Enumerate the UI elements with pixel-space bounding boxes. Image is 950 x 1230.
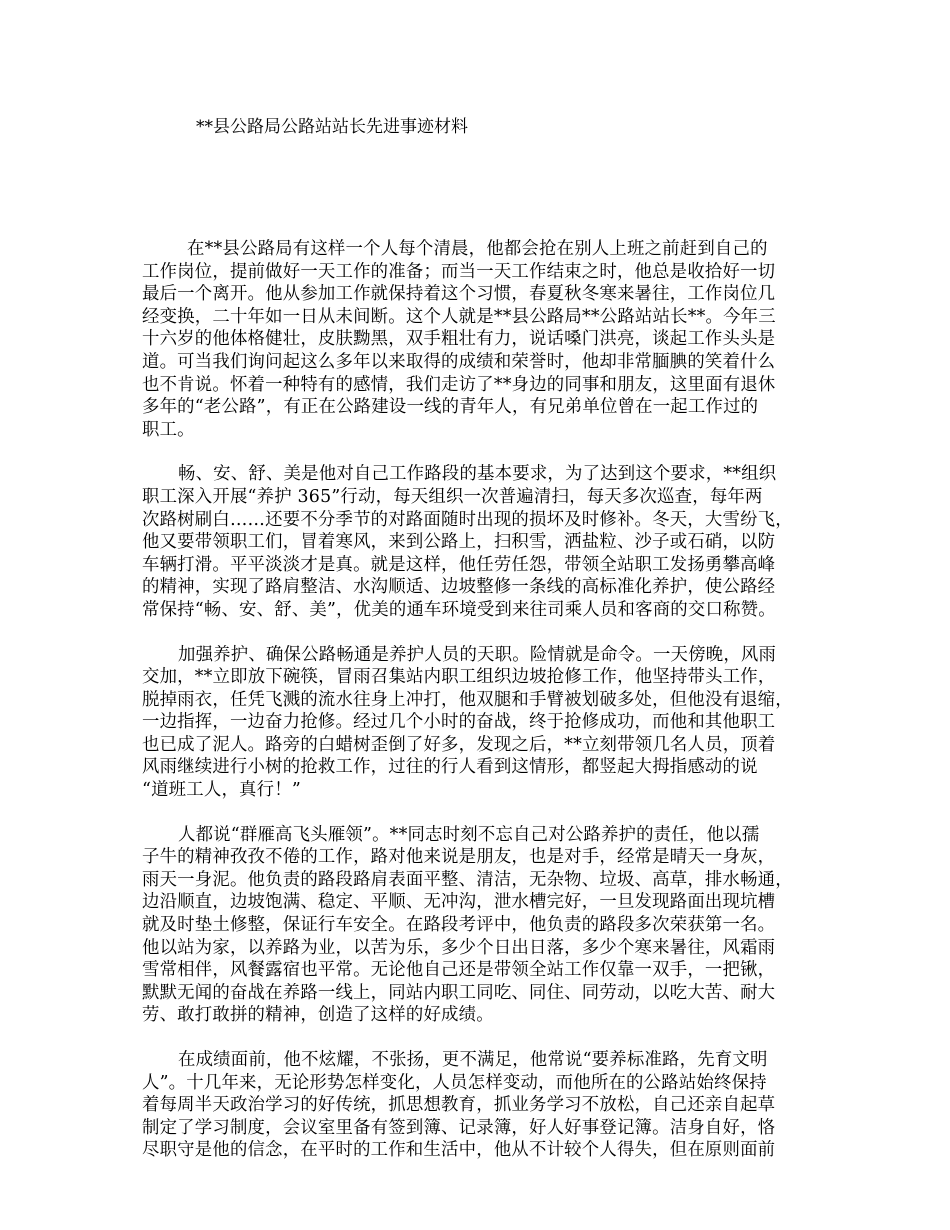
paragraph-line: 经变换，二十年如一日从未间断。这个人就是**县公路局**公路站站长**。今年三	[142, 306, 776, 327]
paragraph-line: 尽职守是他的信念，在平时的工作和生活中，他从不计较个人得失，但在原则面前	[142, 1140, 776, 1161]
paragraph-line: 畅、安、舒、美是他对自己工作路段的基本要求，为了达到这个要求，**组织	[178, 464, 777, 485]
paragraph-line: 人都说“群雁高飞头雁领”。**同志时刻不忘自己对公路养护的责任，他以孺	[178, 824, 760, 845]
paragraph-4	[142, 824, 822, 1027]
paragraph-line: 常保持“畅、安、舒、美”，优美的通车环境受到来往司乘人员和客商的交口称赞。	[142, 599, 776, 620]
paragraph-line: “道班工人，真行！”	[142, 780, 301, 801]
paragraph-line: 脱掉雨衣，任凭飞溅的流水往身上冲打，他双腿和手臂被划破多处，但他没有退缩，	[142, 689, 793, 710]
paragraph-line: 职工。	[142, 419, 195, 440]
paragraph-line: 十六岁的他体格健壮，皮肤黝黑，双手粗壮有力，说话嗓门洪亮，谈起工作头头是	[142, 329, 776, 350]
paragraph-line: 人”。十几年来，无论形势怎样变化，人员怎样变动，而他所在的公路站始终保持	[142, 1072, 767, 1093]
paragraph-line: 子牛的精神孜孜不倦的工作，路对他来说是朋友，也是对手，经常是晴天一身灰，	[142, 847, 776, 868]
paragraph-line: 最后一个离开。他从参加工作就保持着这个习惯，春夏秋冬寒来暑往，工作岗位几	[142, 284, 776, 305]
document-body	[142, 238, 822, 1184]
paragraph-line: 工作岗位，提前做好一天工作的准备；而当一天工作结束之时，他总是收拾好一切	[142, 261, 776, 282]
paragraph-line: 也已成了泥人。路旁的白蜡树歪倒了好多，发现之后，**立刻带领几名人员，顶着	[142, 734, 776, 755]
paragraph-3	[142, 644, 822, 802]
paragraph-line: 风雨继续进行小树的抢救工作，过往的行人看到这情形，都竖起大拇指感动的说	[142, 757, 758, 778]
paragraph-line: 就及时垫土修整，保证行车安全。在路段考评中，他负责的路段多次荣获第一名。	[142, 915, 776, 936]
paragraph-line: 一边指挥，一边奋力抢修。经过几个小时的奋战，终于抢修成功，而他和其他职工	[142, 712, 776, 733]
paragraph-2	[142, 463, 822, 621]
paragraph-line: 在**县公路局有这样一个人每个清晨，他都会抢在别人上班之前赶到自己的	[187, 239, 768, 259]
paragraph-line: 雨天一身泥。他负责的路段路肩表面平整、清洁，无杂物、垃圾、高草，排水畅通，	[142, 869, 793, 890]
paragraph-line: 他又要带领职工们，冒着寒风，来到公路上，扫积雪，洒盐粒、沙子或石硝，以防	[142, 532, 776, 553]
paragraph-line: 多年的“老公路”，有正在公路建设一线的青年人，有兄弟单位曾在一起工作过的	[142, 397, 759, 418]
paragraph-line: 他以站为家，以养路为业，以苦为乐，多少个日出日落，多少个寒来暑往，风霜雨	[142, 937, 776, 958]
paragraph-line: 在成绩面前，他不炫耀，不张扬，更不满足，他常说“要养标准路，先育文明	[178, 1050, 768, 1070]
paragraph-line: 默默无闻的奋战在养路一线上，同站内职工同吃、同住、同劳动，以吃大苦、耐大	[142, 982, 776, 1003]
paragraph-line: 雪常相伴，风餐露宿也平常。无论他自己还是带领全站工作仅靠一双手，一把锹，	[142, 960, 776, 981]
paragraph-line: 的精神，实现了路肩整洁、水沟顺适、边坡整修一条线的高标准化养护，使公路经	[142, 577, 776, 598]
paragraph-line: 也不肯说。怀着一种特有的感情，我们走访了**身边的同事和朋友，这里面有退休	[142, 374, 776, 395]
paragraph-5	[142, 1049, 822, 1162]
paragraph-line: 边沿顺直，边坡饱满、稳定、平顺、无冲沟，泄水槽完好，一旦发现路面出现坑槽	[142, 892, 776, 913]
paragraph-line: 次路树刷白……还要不分季节的对路面随时出现的损坏及时修补。冬天，大雪纷飞，	[142, 509, 793, 530]
paragraph-line: 道。可当我们询问起这么多年以来取得的成绩和荣誉时，他却非常腼腆的笑着什么	[142, 351, 776, 372]
paragraph-line: 着每周半天政治学习的好传统，抓思想教育，抓业务学习不放松，自己还亲自起草	[142, 1095, 776, 1116]
paragraph-line: 劳、敢打敢拼的精神，创造了这样的好成绩。	[142, 1005, 494, 1026]
paragraph-line: 加强养护、确保公路畅通是养护人员的天职。险情就是命令。一天傍晚，风雨	[178, 644, 777, 665]
paragraph-line: 制定了学习制度，会议室里备有签到簿、记录簿，好人好事登记簿。洁身自好，恪	[142, 1117, 776, 1138]
document-title: **县公路局公路站站长先进事迹材料	[196, 117, 468, 137]
paragraph-1	[142, 238, 822, 441]
paragraph-line: 交加，**立即放下碗筷，冒雨召集站内职工组织边坡抢修工作，他坚持带头工作，	[142, 667, 776, 688]
paragraph-line: 车辆打滑。平平淡淡才是真。就是这样，他任劳任怨，带领全站职工发扬勇攀高峰	[142, 554, 776, 575]
paragraph-line: 职工深入开展“养护 365”行动，每天组织一次普遍清扫，每天多次巡查，每年两	[142, 486, 763, 507]
